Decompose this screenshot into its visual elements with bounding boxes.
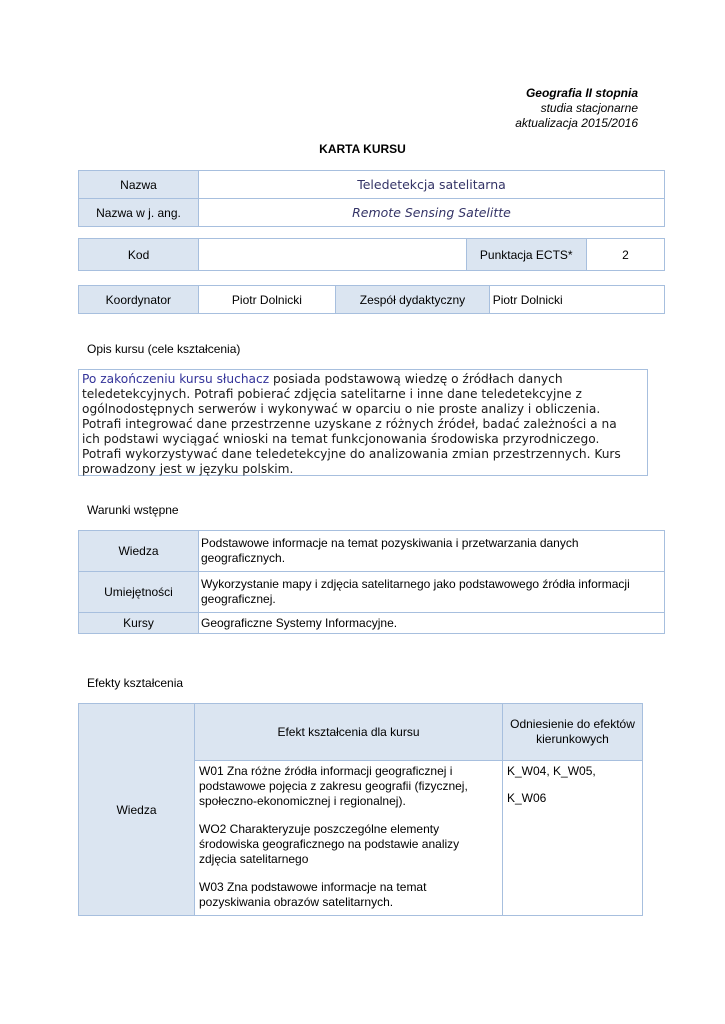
name-value: Teledetekcja satelitarna: [199, 171, 665, 199]
name-en-value: Remote Sensing Satelitte: [199, 199, 665, 227]
outcome-line: społeczno-ekonomicznej i regionalnej).: [199, 794, 406, 808]
document-header: [515, 86, 638, 131]
prereq-line: Wykorzystanie mapy i zdjęcia satelitarnego jako podstawowego źródła informacji: [201, 577, 630, 591]
outcomes-references-cell: [503, 761, 643, 916]
outcome-w03: [199, 880, 498, 910]
description-line: Potrafi integrować dane przestrzenne uzyskane z różnych źródeł, badać zależności a na: [82, 417, 617, 431]
outcomes-effects-cell: [195, 761, 503, 916]
description-line: Potrafi wykorzystywać dane teledetekcyjne do analizowania zmian przestrzennych. Kurs: [82, 447, 621, 461]
outcome-line: podstawowe pojęcia z zakresu geografii (fizycznej,: [199, 779, 468, 793]
coordinator-table: [78, 285, 665, 314]
description-line: ich podstawi wyciągać wnioski na temat funkcjonowania środowiska przyrodniczego.: [82, 432, 600, 446]
study-mode: studia stacjonarne: [540, 101, 638, 115]
prereq-courses-label: Kursy: [79, 613, 199, 634]
prerequisites-table: [78, 530, 665, 634]
outcome-line: pozyskiwania obrazów satelitarnych.: [199, 895, 394, 909]
code-value: [199, 239, 466, 271]
outcomes-col-effect: Efekt kształcenia dla kursu: [195, 704, 503, 761]
outcome-line: WO2 Charakteryzuje poszczególne elementy: [199, 822, 440, 836]
update-year: aktualizacja 2015/2016: [515, 116, 638, 130]
program-name: Geografia II stopnia: [525, 86, 638, 100]
description-lead: Po zakończeniu kursu słuchacz: [82, 372, 270, 386]
description-box: [78, 369, 648, 476]
ects-value: 2: [586, 239, 664, 271]
col-ref-line: kierunkowych: [536, 732, 609, 746]
outcomes-label: Efekty kształcenia: [87, 676, 184, 690]
prereq-line: geograficznych.: [201, 551, 286, 565]
outcome-line: W01 Zna różne źródła informacji geograficznej i: [199, 764, 453, 778]
outcome-ref: K_W04, K_W05,: [507, 764, 596, 778]
prerequisites-label: Warunki wstępne: [87, 503, 179, 517]
prereq-knowledge-value: [199, 531, 665, 572]
outcome-w02: [199, 822, 498, 867]
page-title: KARTA KURSU: [319, 142, 406, 156]
description-line: ogólnodostępnych serwerów i wykonywać w oparciu o nie proste analizy i obliczenia.: [82, 402, 601, 416]
coordinator-value: Piotr Dolnicki: [198, 286, 335, 314]
outcomes-row-label: Wiedza: [79, 704, 195, 916]
prereq-line: Podstawowe informacje na temat pozyskiwania i przetwarzania danych: [201, 536, 579, 550]
ects-label: Punktacja ECTS*: [466, 239, 586, 271]
outcome-line: środowiska geograficznego na podstawie analizy: [199, 837, 460, 851]
course-name-table: [78, 170, 665, 227]
outcome-line: W03 Zna podstawowe informacje na temat: [199, 880, 427, 894]
description-line: posiada podstawową wiedzę o źródłach danych: [269, 372, 563, 386]
description-line: teledetekcyjnych. Potrafi pobierać zdjęcia satelitarne i inne dane teledetekcyjne z: [82, 387, 582, 401]
team-label: Zespół dydaktyczny: [336, 286, 490, 314]
name-en-label: Nazwa w j. ang.: [79, 199, 199, 227]
prereq-courses-value: [199, 613, 665, 634]
col-ref-line: Odniesienie do efektów: [510, 717, 635, 731]
name-label: Nazwa: [79, 171, 199, 199]
prereq-knowledge-label: Wiedza: [79, 531, 199, 572]
prereq-skills-label: Umiejętności: [79, 572, 199, 613]
outcome-ref: K_W06: [507, 791, 547, 805]
code-label: Kod: [79, 239, 199, 271]
prereq-line: Geograficzne Systemy Informacyjne.: [201, 615, 398, 630]
course-code-table: [78, 238, 665, 271]
description-line: prowadzony jest w języku polskim.: [82, 462, 294, 476]
team-value: Piotr Dolnicki: [489, 286, 664, 314]
description-label: Opis kursu (cele kształcenia): [87, 342, 241, 356]
prereq-line: geograficznej.: [201, 592, 276, 606]
outcome-w01: [199, 764, 498, 809]
coordinator-label: Koordynator: [79, 286, 199, 314]
outcome-line: zdjęcia satelitarnego: [199, 852, 309, 866]
outcomes-table: [78, 703, 643, 916]
outcomes-col-reference: [503, 704, 643, 761]
prereq-skills-value: [199, 572, 665, 613]
